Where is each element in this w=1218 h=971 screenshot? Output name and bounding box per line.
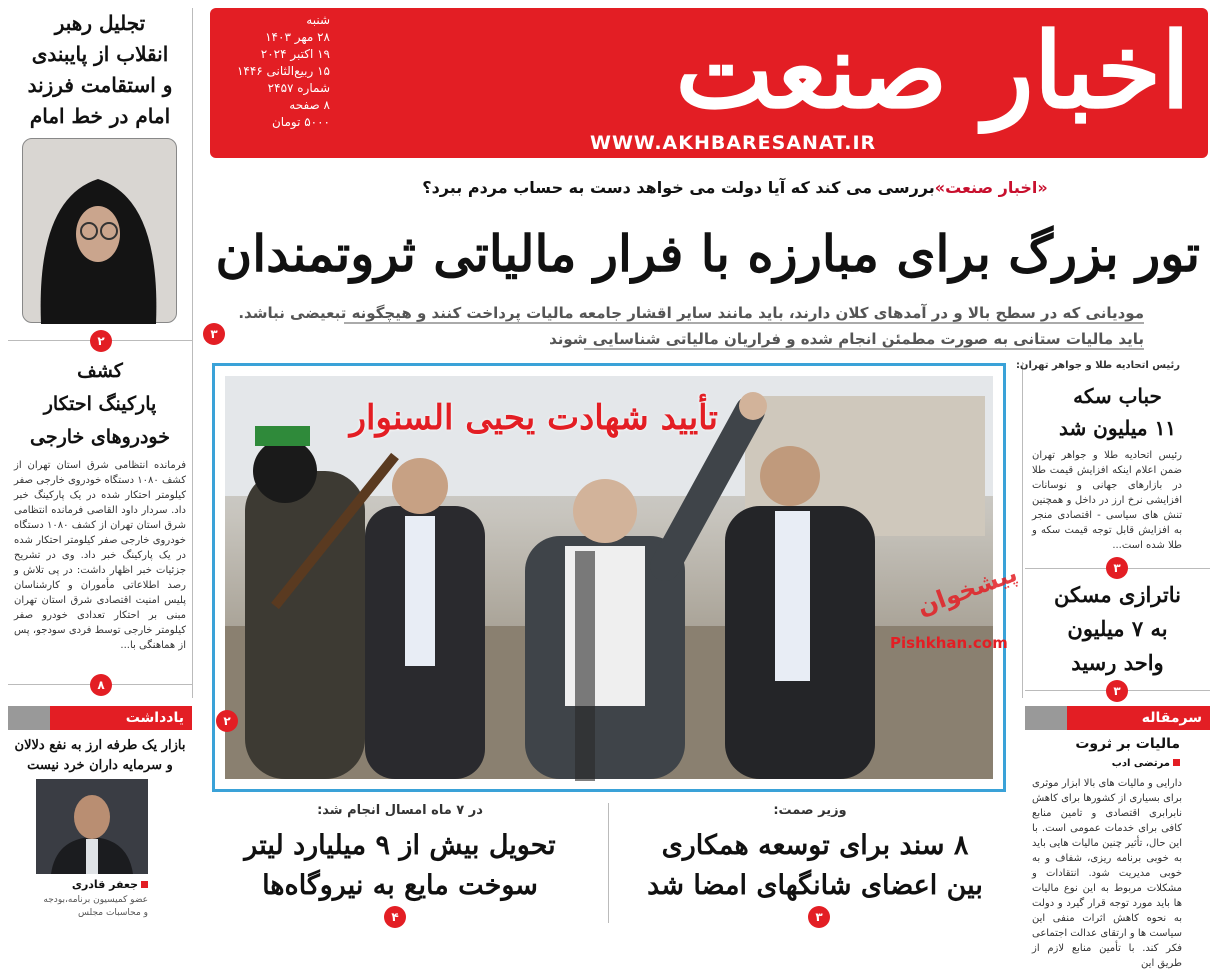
right-story1-page-badge[interactable]: ۳ [1106,557,1128,579]
headline-line: تحویل بیش از ۹ میلیارد لیتر [244,830,556,861]
headline-line: پارکینگ احتکار [43,393,157,415]
opinion-author-name: جعفر قادری [71,878,138,891]
role-line: عضو کمیسیون برنامه،بودجه [43,895,148,905]
editorial-headline[interactable]: مالیات بر ثروت [1075,736,1180,752]
right-story1-body: رئیس اتحادیه طلا و جواهر تهران ضمن اعلام اینکه افزایش قیمت طلا در بازارهای جهانی و نوسانات افزایشی نرخ ارز در داخل و همچنین تنش های سیاسی - اقتصادی منجر به افزایش قابل توجه قیمت سکه و طلا شده است... [1032,450,1182,551]
headline-line: و استقامت فرزند [27,73,173,97]
page-count: ۸ صفحه [289,98,330,112]
right-story2-headline[interactable] [1025,578,1210,680]
headline-line: سوخت مایع به نیروگاه‌ها [262,870,538,901]
right-story1-headline[interactable] [1025,380,1210,444]
watermark-persian: پیشخوان [913,559,1021,621]
headline-line: ۸ سند برای توسعه همکاری [661,830,969,861]
bottom-divider [608,803,609,923]
issue-number: شماره ۲۴۵۷ [267,81,330,95]
newspaper-logo: اخبار صنعت [675,9,1190,132]
lead-headline[interactable]: تور بزرگ برای مبارزه با فرار مالیاتی ثروتمندان [215,224,1200,283]
left-column-divider [192,8,193,698]
left-story2-page-badge[interactable]: ۸ [90,674,112,696]
issue-date-gregorian: ۱۹ اکتبر ۲۰۲۴ [260,47,330,61]
headline-line: حباب سکه [1073,384,1162,408]
headline-line: واحد رسید [1071,650,1164,675]
lead-kicker-text: بررسی می کند که آیا دولت می خواهد دست به حساب مردم ببرد؟ [422,178,935,197]
issue-day: شنبه [306,13,330,27]
bottom-right-kicker: وزیر صمت: [773,803,847,818]
opinion-headline[interactable] [8,736,192,776]
headline-line: انقلاب از پایبندی [31,42,169,66]
portrait-man-illustration [36,779,148,874]
issue-info [220,12,330,131]
headline-line: ۱۱ میلیون شد [1058,416,1177,440]
editorial-section-label: سرمقاله [1067,706,1210,730]
opinion-section-header [8,706,192,730]
left-story1-photo [22,138,177,323]
editorial-author-name: مرتضی ادب [1111,758,1170,769]
right-story2-page-badge[interactable]: ۳ [1106,680,1128,702]
editorial-body: دارایی و مالیات های بالا ابزار موثری برای بسیاری از کشورها برای کاهش نابرابری اقتصادی و تامین منابع کافی برای خدمات عمومی است. با این حال، تأثیر چنین مالیات هایی باید به خوبی برنامه ریزی، شفاف و به خوبی مدیریت شود. انتقادات و مشکلات مربوط به این نوع مالیات ها باید مورد توجه قرار گیرد و دولت به نحوه کاهش اثرات منفی این سیاست ها و ارتقای عدالت اجتماعی فکر کند. با تأمین منابع لازم از طریق این [1032,778,1182,969]
arrow-icon [8,706,50,730]
left-story1-page-badge[interactable]: ۲ [90,330,112,352]
headline-line: خودروهای خارجی [30,426,170,448]
photo-page-badge[interactable]: ۲ [216,710,238,732]
bottom-left-page-badge[interactable]: ۴ [384,906,406,928]
right-column-divider [1022,362,1023,698]
opinion-author-role [36,894,148,920]
photo-headline[interactable]: تأیید شهادت یحیی السنوار [349,398,718,438]
right-story1-kicker: رئیس اتحادیه طلا و جواهر تهران: [1015,360,1180,371]
left-story2-headline[interactable] [8,355,192,454]
lead-subheadline-2: باید مالیات ستانی به صورت مطمئن انجام شده و فراریان مالیاتی شناسایی شوند [549,330,1144,348]
headline-line: امام در خط امام [29,104,171,128]
lead-kicker [360,178,1110,197]
main-photo-frame[interactable] [212,363,1021,792]
lead-subheadline-1: مودیانی که در سطح بالا و در آمدهای کلان دارند، باید مانند سایر اقشار جامعه مالیات پرداخت کنند و هیچگونه تبعیضی نباشد. [238,304,1144,322]
editorial-author [1030,758,1180,769]
portrait-woman-illustration [21,139,176,324]
left-story2-body: فرمانده انتظامی شرق استان تهران از کشف ۱۰۸۰ دستگاه خودروی خارجی صفر کیلومتر احتکار شده در یک پارکینگ خبر داد. سردار داود القاصی فرمانده انتظامی شرق استان تهران از کشف ۱۰۸۰ دستگاه خودروی خارجی صفر کیلومتر احتکار شده در یک پارکینگ خبر داد. وی در تشریح جزئیات خبر اظهار داشت: در پی تلاش و رصد اطلاعاتی مأموران و کارشناسان پلیس امنیت اقتصادی شرق استان تهران مبنی بر احتکار تعدادی خودرو صفر کیلومتر خارجی توسط فردی سودجو، پس از هماهنگی با... [13,460,186,651]
masthead [210,8,1208,158]
bottom-left-headline[interactable] [195,826,605,906]
website-url[interactable]: WWW.AKHBARESANAT.IR [590,132,877,154]
editorial-section-header [1025,706,1210,730]
headline-line: به ۷ میلیون [1067,616,1168,641]
headline-line: ناترازی مسکن [1054,582,1181,607]
watermark-english: Pishkhan.com [890,634,1008,652]
main-photo [225,376,1021,779]
lead-kicker-brand: «اخبار صنعت» [934,178,1048,197]
headline-line: کشف [77,360,123,382]
lead-page-badge[interactable]: ۳ [203,323,225,345]
headline-line: تجلیل رهبر [54,11,146,35]
opinion-author [36,878,148,891]
issue-date-hijri: ۱۵ ربیع‌الثانی ۱۴۴۶ [236,64,330,78]
author-bullet [1173,759,1180,766]
role-line: و محاسبات مجلس [78,908,148,918]
headline-line: بین اعضای شانگهای امضا شد [647,870,983,901]
left-story1-headline[interactable] [8,8,192,132]
bottom-right-headline[interactable] [615,826,1015,906]
bottom-right-page-badge[interactable]: ۳ [808,906,830,928]
opinion-section-label: یادداشت [50,706,192,730]
issue-price: ۵۰۰۰ تومان [271,115,330,129]
arrow-icon [1025,706,1067,730]
issue-date-persian: ۲۸ مهر ۱۴۰۳ [265,30,330,44]
bottom-left-kicker: در ۷ ماه امسال انجام شد: [317,803,483,818]
headline-line: و سرمایه داران خرد نیست [27,758,173,773]
opinion-author-photo [36,779,148,874]
headline-line: بازار یک طرفه ارز به نفع دلالان [14,738,186,753]
author-bullet [141,881,148,888]
